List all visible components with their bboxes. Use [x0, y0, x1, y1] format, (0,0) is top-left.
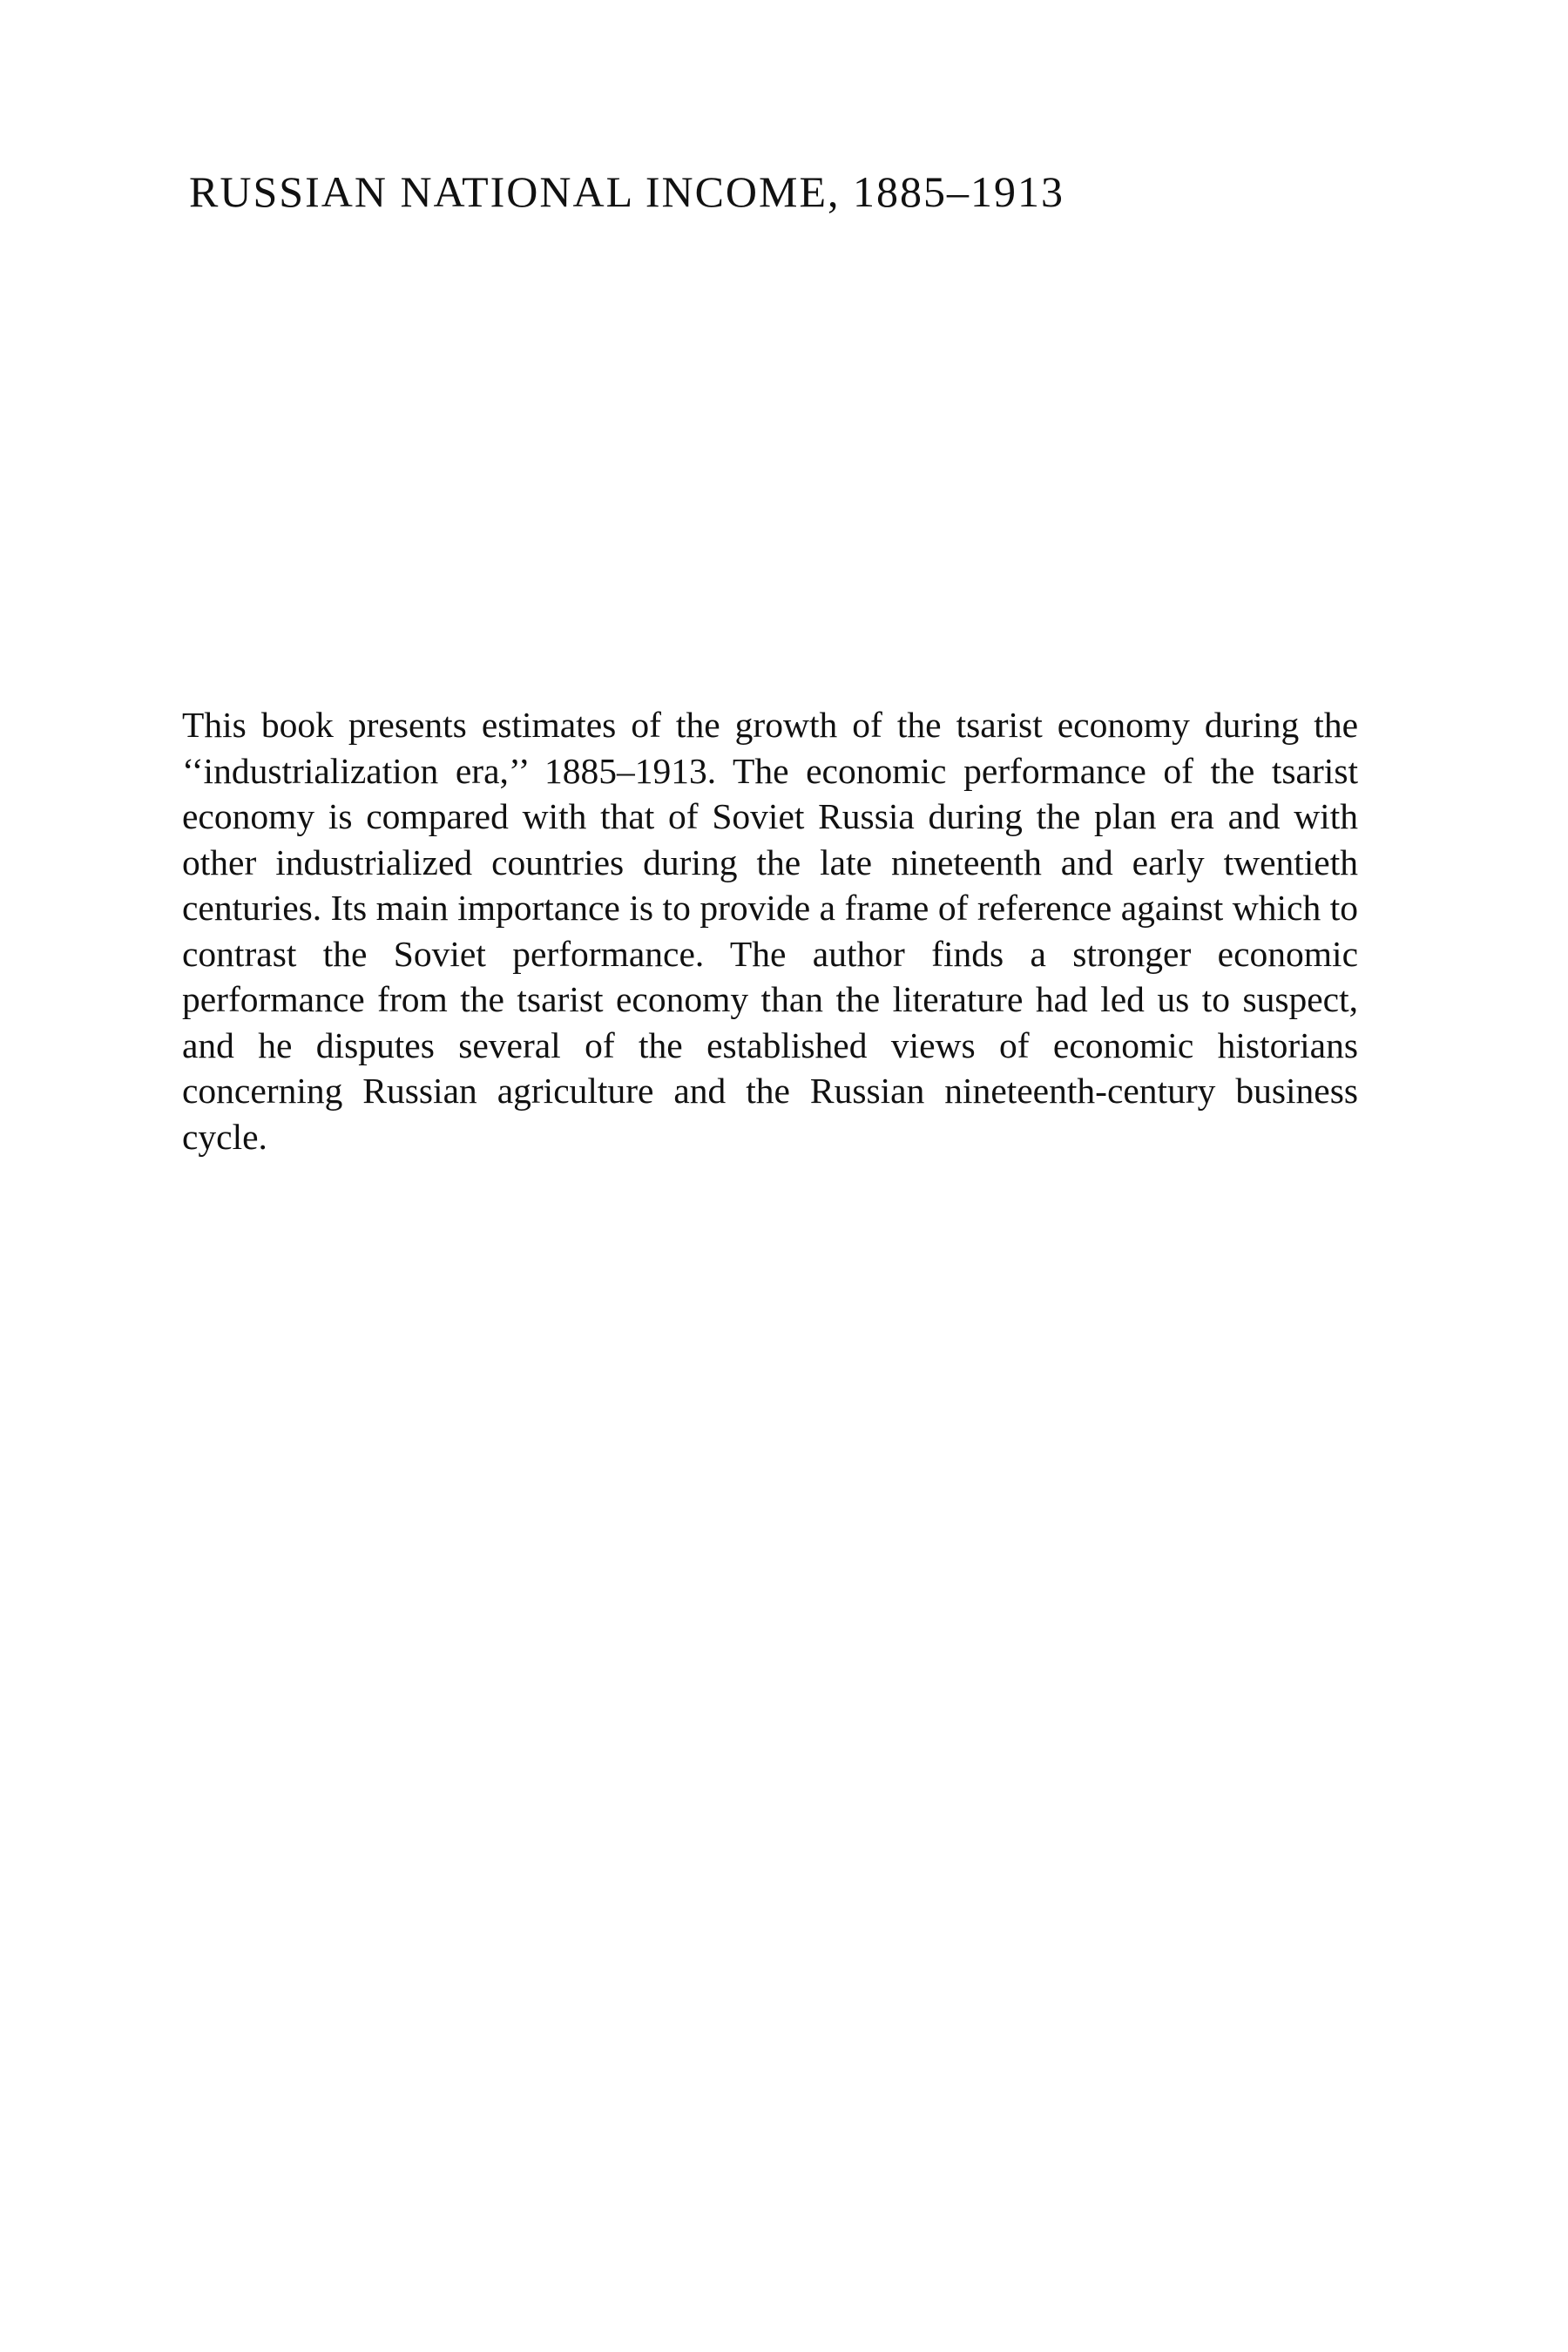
book-title: RUSSIAN NATIONAL INCOME, 1885–1913	[189, 167, 1065, 216]
book-description: This book presents estimates of the growth of the tsarist economy during the ‘‘industrialization era,’’ 1885–1913. The economic performance of the tsarist economy is compared with that of Soviet Russia during the plan era and with other industrialized countries during the late nineteenth and early twentieth centuries. Its main importance is to provide a frame of reference against which to contrast the Soviet performance. The author finds a stronger economic performance from the tsarist economy than the literature had led us to suspect, and he disputes several of the established views of economic historians concerning Russian agriculture and the Russian nineteenth-century business cycle.	[182, 705, 1358, 1157]
